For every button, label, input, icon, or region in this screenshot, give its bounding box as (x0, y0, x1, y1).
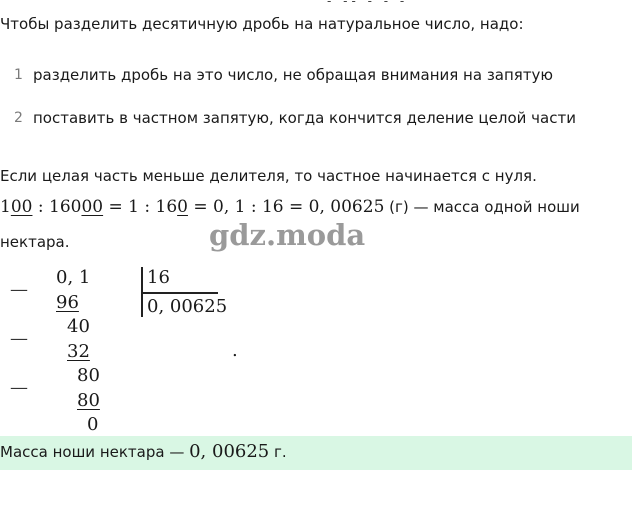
eq-part-3: = 1 : 16 (103, 197, 178, 217)
eq-part-2: : 160 (32, 197, 82, 217)
answer-line (0, 441, 287, 462)
eq-part-1: 1 (0, 197, 11, 217)
eq-part-4: = 0, 1 : 16 = 0, 00625 (187, 197, 385, 217)
minus-sign-1: — (10, 279, 28, 300)
eq-unit-text: (г) — масса одной ноши (384, 198, 580, 216)
subtrahend-row-3: 80 (77, 390, 100, 411)
watermark-logo: gdz.moda (209, 218, 366, 252)
equation-continuation: нектара. (0, 233, 70, 251)
step-text-2: поставить в частном запятую, когда кончится деление целой части (33, 109, 576, 127)
step-text-1: разделить дробь на это число, не обращая внимания на запятую (33, 66, 554, 84)
step-number-1: 1 (14, 67, 23, 83)
minus-sign-2: — (10, 328, 28, 349)
answer-unit: г. (269, 443, 287, 461)
remainder-final: 0 (87, 414, 99, 435)
top-cut-fragment: - -- - - - (327, 0, 409, 8)
answer-value: 0, 00625 (189, 441, 270, 462)
minus-sign-3: — (10, 377, 28, 398)
dividend: 0, 1 (56, 267, 91, 288)
equation-line (0, 197, 580, 217)
answer-label: Масса ноши нектара — (0, 443, 190, 461)
subtrahend-row-2: 32 (67, 341, 90, 362)
intro-text: Чтобы разделить десятичную дробь на натуральное число, надо: (0, 15, 524, 33)
divisor: 16 (147, 267, 170, 288)
remainder-row-1: 40 (67, 316, 90, 337)
subtrahend-row-1: 96 (56, 292, 79, 313)
rule-text: Если целая часть меньше делителя, то частное начинается с нуля. (0, 167, 537, 185)
stray-dot: . (232, 340, 238, 361)
eq-part-2-underlined: 00 (81, 197, 104, 217)
quotient: 0, 00625 (147, 296, 228, 317)
division-horizontal-bar (142, 292, 218, 294)
step-number-2: 2 (14, 110, 23, 126)
eq-part-1-underlined: 00 (10, 197, 33, 217)
remainder-row-2: 80 (77, 365, 100, 386)
eq-part-3-underlined: 0 (177, 197, 188, 217)
answer-box (0, 436, 632, 470)
